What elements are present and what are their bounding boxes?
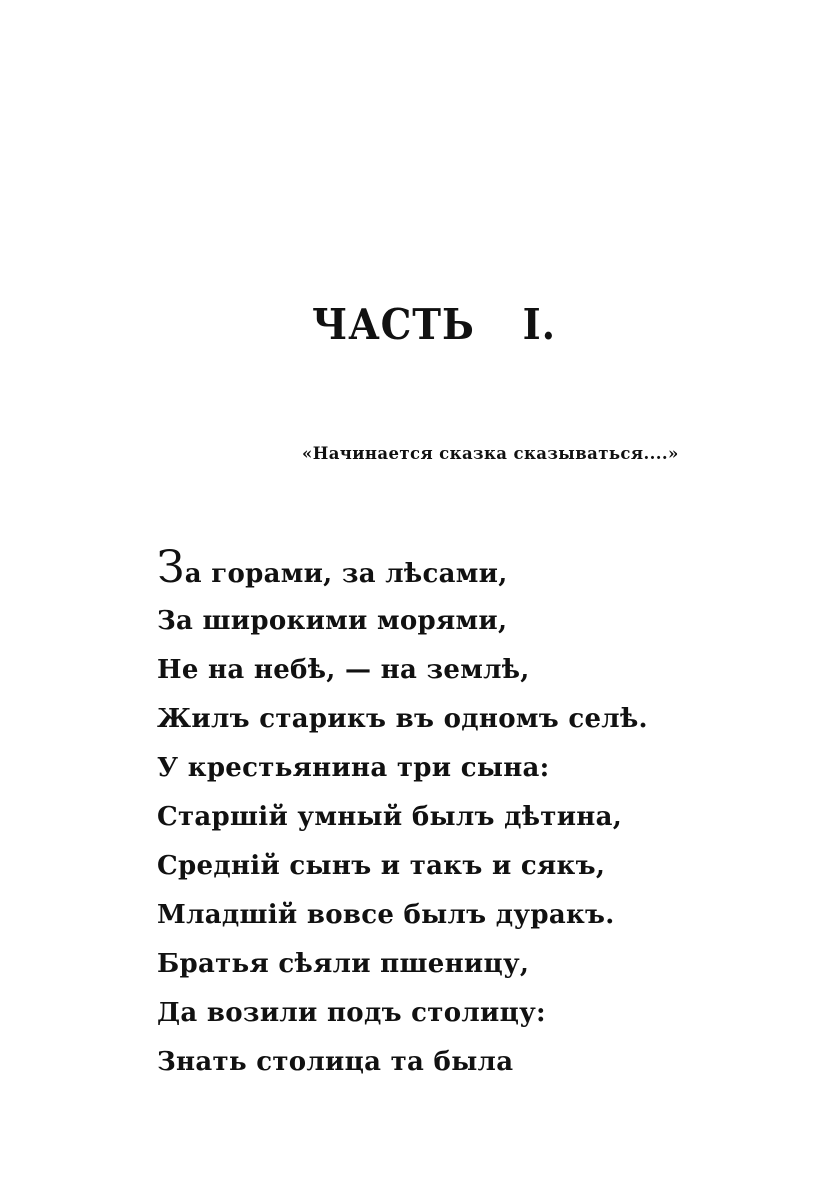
poem-line: Не на небѣ, — на землѣ, [157,655,530,685]
part-heading [312,300,556,349]
epigraph: «Начинается сказка сказываться....» [302,444,679,463]
poem-line: У крестьянина три сына: [157,753,550,783]
part-number: I. [522,300,556,349]
poem-line: Младшій вовсе былъ дуракъ. [157,900,615,930]
poem-line: Братья сѣяли пшеницу, [157,949,530,979]
poem-line: Знать столица та была [157,1047,514,1077]
poem-line [157,542,648,597]
drop-cap: З [157,542,185,593]
poem-line: Да возили подъ столицу: [157,998,546,1028]
poem-line: Жилъ старикъ въ одномъ селѣ. [157,704,648,734]
part-word: ЧАСТЬ [312,300,475,349]
poem-line: За широкими морями, [157,606,508,636]
poem-line-text: а горами, за лѣсами, [184,559,508,589]
poem-line: Средній сынъ и такъ и сякъ, [157,851,606,881]
poem-text [157,542,648,1087]
poem-line: Старшій умный былъ дѣтина, [157,802,623,832]
